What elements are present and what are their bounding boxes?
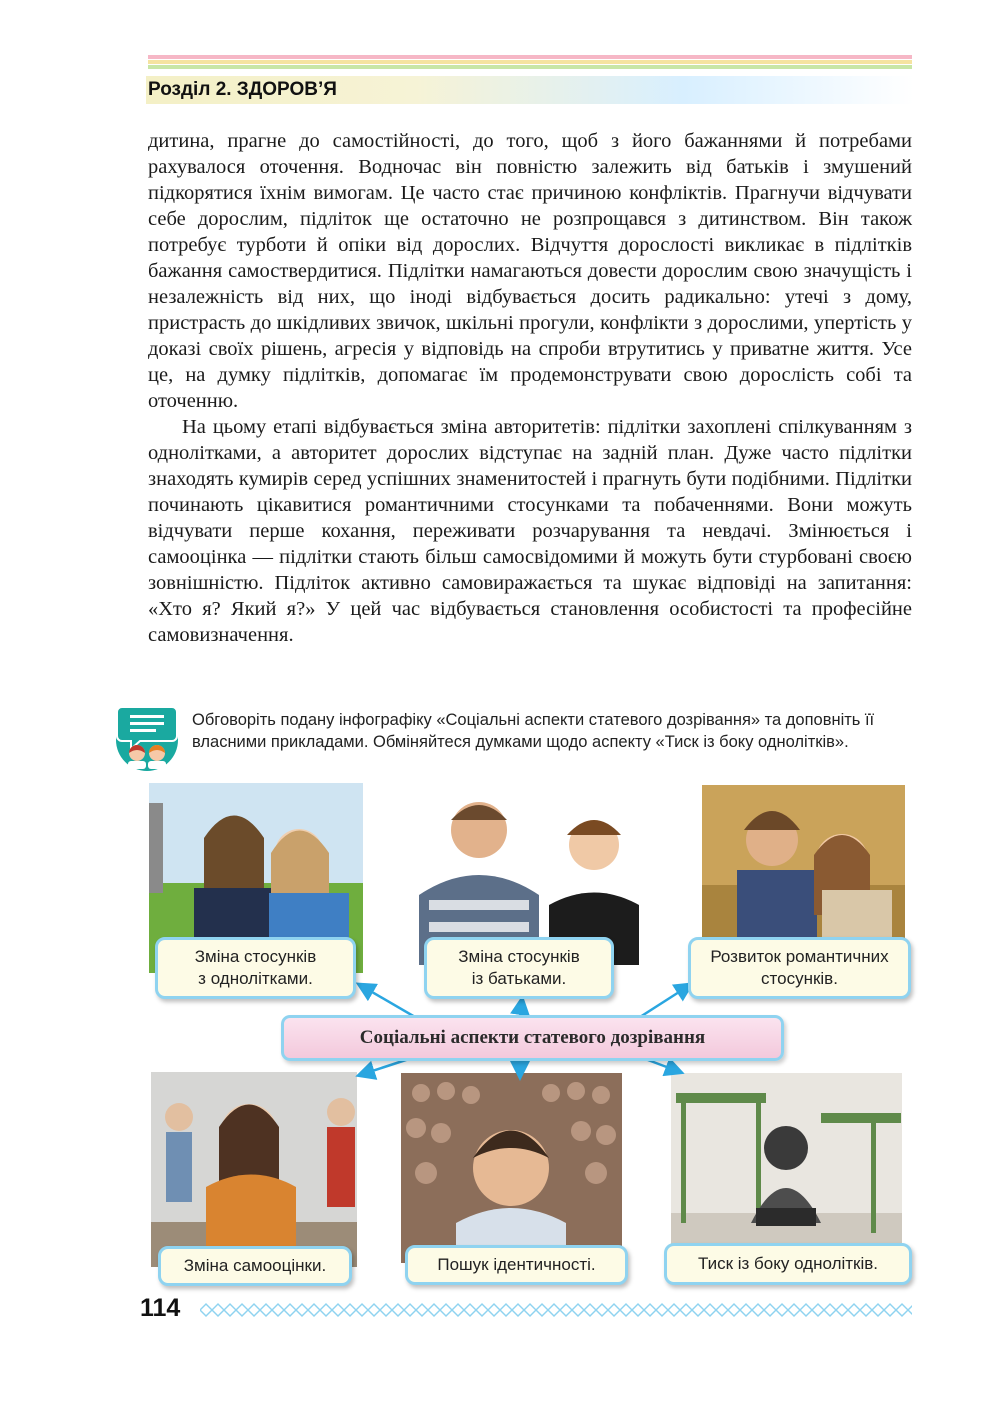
label-line: Зміна стосунків xyxy=(458,947,580,966)
label-line: Пошук ідентичності. xyxy=(437,1255,596,1274)
label-line: стосунків. xyxy=(761,969,838,988)
section-title: Розділ 2. ЗДОРОВ’Я xyxy=(148,79,337,100)
label-romantic-relations xyxy=(688,937,911,999)
discussion-text: Обговоріть подану інфографіку «Соціальні аспекти статевого дозрівання» та доповніть її власними прикладами. Обміняйтеся думками щодо аспекту «Тиск із боку однолітків». xyxy=(192,711,875,751)
label-self-esteem xyxy=(158,1246,352,1286)
label-line: Зміна стосунків xyxy=(194,947,317,966)
paragraph-2: На цьому етапі відбувається зміна авторитетів: підлітки захоплені спілкуванням з однолітками, а авторитет дорослих відступає на задній план. Дуже часто підлітки знаходять кумирів серед успішних знаменитостей і прагнуть бути подібними. Підлітки починають цікавитися романтичними стосунками та побаченнями. Вони можуть відчувати перше кохання, переживати розчарування та невдачі. Змінюється і самооцінка — підлітки стають більш самосвідомими й можуть бути стурбовані своєю зовнішністю. Підліток активно самовиражається та шукає відповіді на запитання: «Хто я? Який я?» У цей час відбувається становлення особистості та професійне самовизначення. xyxy=(148,416,912,646)
label-line: Зміна самооцінки. xyxy=(183,1256,327,1275)
label-line: Розвиток романтичних xyxy=(710,947,889,966)
label-identity xyxy=(405,1245,628,1285)
label-line: із батьками. xyxy=(471,969,567,988)
page-number: 114 xyxy=(140,1294,181,1322)
label-line: з однолітками. xyxy=(198,969,313,988)
label-line: Тиск із боку однолітків. xyxy=(697,1254,879,1273)
infographic-center-label: Соціальні аспекти статевого дозрівання xyxy=(281,1015,784,1061)
label-peer-relations xyxy=(155,937,356,999)
paragraph-1: дитина, прагне до самостійності, до того, щоб з його бажаннями й потребами рахувалося оточення. Водночас він повністю залежить від батьків і змушений підкорятися їхнім вимогам. Це часто стає причиною конфліктів. Прагнучи відчувати себе дорослим, підліток ще остаточно не розпрощався з дитинством. Він також потребує турботи й опіки від дорослих. Відчуття дорослості викликає в підлітків бажання самоствердитися. Підлітки намагаються довести дорослим свою значущість і незалежність від них, що іноді відбувається досить радикально: утечі з дому, пристрасть до шкідливих звичок, шкільні прогули, конфлікти з дорослими, упертість у доказі своїх рішень, агресія у відповідь на спроби втрутитись у приватне життя. Усе це, на думку підлітків, допомагає їм продемонструвати свою дорослість собі та оточенню. xyxy=(148,130,912,412)
footer-ornament xyxy=(200,1301,912,1319)
label-parent-relations xyxy=(424,937,614,999)
label-peer-pressure xyxy=(664,1243,912,1285)
